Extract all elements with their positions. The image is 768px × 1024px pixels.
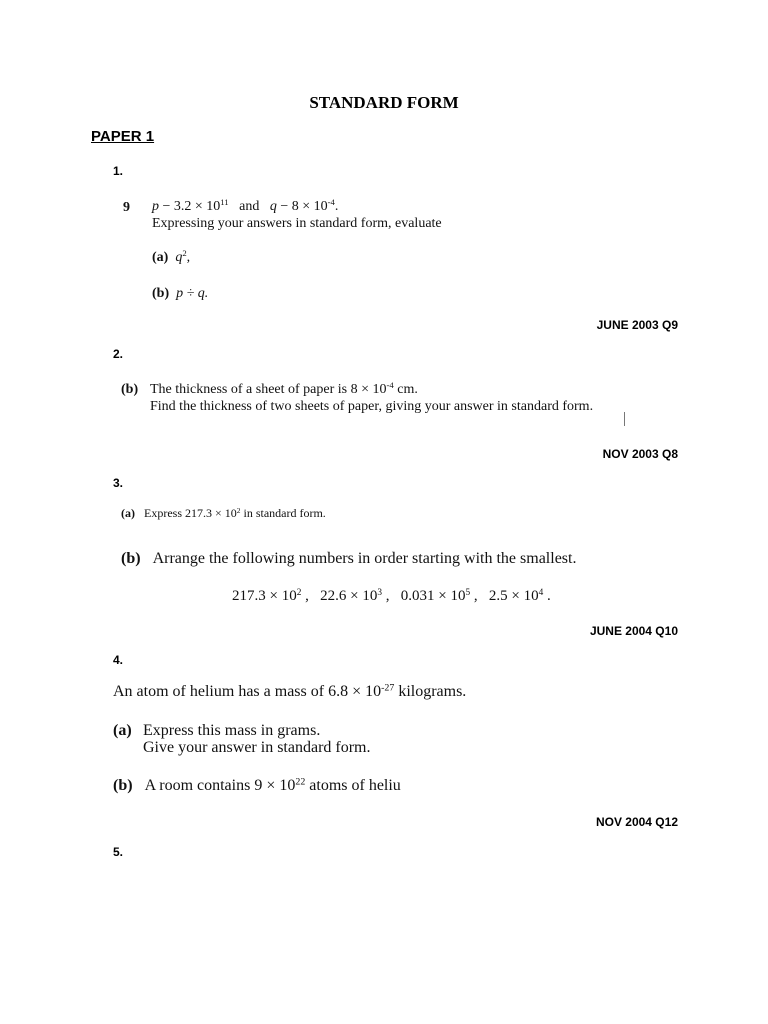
q2-line2: Find the thickness of two sheets of paper, giving your answer in standard form. [150,399,594,414]
q4-a-line2: Give your answer in standard form. [143,739,371,756]
q1-part-b [152,286,208,302]
q2-b-label: (b) [121,382,139,397]
q4-part-b [113,777,401,795]
q3-number-1-exp: 2 [296,587,302,598]
q4-intro-exponent: -27 [381,682,395,694]
q1-p-exponent: 11 [220,197,229,208]
q1-b-label: (b) [152,286,170,301]
separator: , [301,588,309,604]
q1-instruction: Expressing your answers in standard form, evaluate [152,216,442,231]
text-cursor [624,412,625,426]
q3-part-a [121,506,326,521]
q1-and: and [239,199,260,214]
q3-number-3-exp: 5 [465,587,471,598]
q3-a-label: (a) [121,506,135,520]
q2-line1-end: cm. [393,382,418,397]
q1-q: q [269,199,277,214]
q3-number-list [232,588,551,605]
q3-list-end: . [543,588,551,604]
q3-number-3: 0.031 × 10 [400,588,466,604]
q1-a-label: (a) [152,250,169,265]
q1-p: p [152,199,159,214]
question-number-4: 4. [113,653,124,667]
q3-source: JUNE 2004 Q10 [589,624,678,638]
question-number-1: 1. [113,164,124,178]
q1-a-q: q [175,250,183,265]
q3-b-label: (b) [121,550,141,567]
q1-given-values [152,199,338,215]
q4-source: NOV 2004 Q12 [595,815,678,829]
separator: , [470,588,478,604]
q1-a-end: , [186,250,191,265]
q3-a-exponent: 2 [236,505,241,515]
question-number-2: 2. [113,347,124,361]
q3-b-text: Arrange the following numbers in order starting with the smallest. [152,550,577,567]
q1-original-number: 9 [123,200,130,215]
separator: , [382,588,390,604]
q3-number-1: 217.3 × 10 [232,588,297,604]
q4-intro [113,683,466,701]
paper-heading: PAPER 1 [91,128,155,145]
q4-b-end: atoms of heliu [305,777,401,794]
q3-a-end: in standard form. [240,506,326,520]
q4-b-label: (b) [113,777,133,794]
q1-b-text: p ÷ q. [176,286,209,301]
q1-a-exponent: 2 [182,248,187,259]
q3-number-4: 2.5 × 10 [488,588,539,604]
q4-b-exponent: 22 [295,776,306,788]
q2-exponent: -4 [386,380,394,391]
q2-line1 [150,382,418,398]
q3-number-4-exp: 4 [538,587,544,598]
q3-number-2-exp: 3 [377,587,382,598]
q4-intro-end: kilograms. [394,683,467,700]
q1-source: JUNE 2003 Q9 [596,318,678,332]
q1-p-value: − 3.2 × 10 [159,199,221,214]
q3-a-text: Express 217.3 × 10 [144,506,237,520]
q1-q-exponent: -4 [327,197,335,208]
q4-intro-text: An atom of helium has a mass of 6.8 × 10 [113,683,382,700]
q4-a-label: (a) [113,722,132,739]
question-number-5: 5. [113,845,124,859]
q1-q-value: − 8 × 10 [276,199,328,214]
question-number-3: 3. [113,476,124,490]
q4-b-text: A room contains 9 × 10 [144,777,296,794]
page-title: STANDARD FORM [309,93,459,112]
q1-line1-end: . [334,199,339,214]
q3-part-b [121,550,576,568]
q3-number-2: 22.6 × 10 [320,588,378,604]
q2-source: NOV 2003 Q8 [602,447,678,461]
q4-a-line1: Express this mass in grams. [143,722,321,739]
q2-line1-text: The thickness of a sheet of paper is 8 × 10 [150,382,387,397]
q1-part-a [152,250,190,266]
